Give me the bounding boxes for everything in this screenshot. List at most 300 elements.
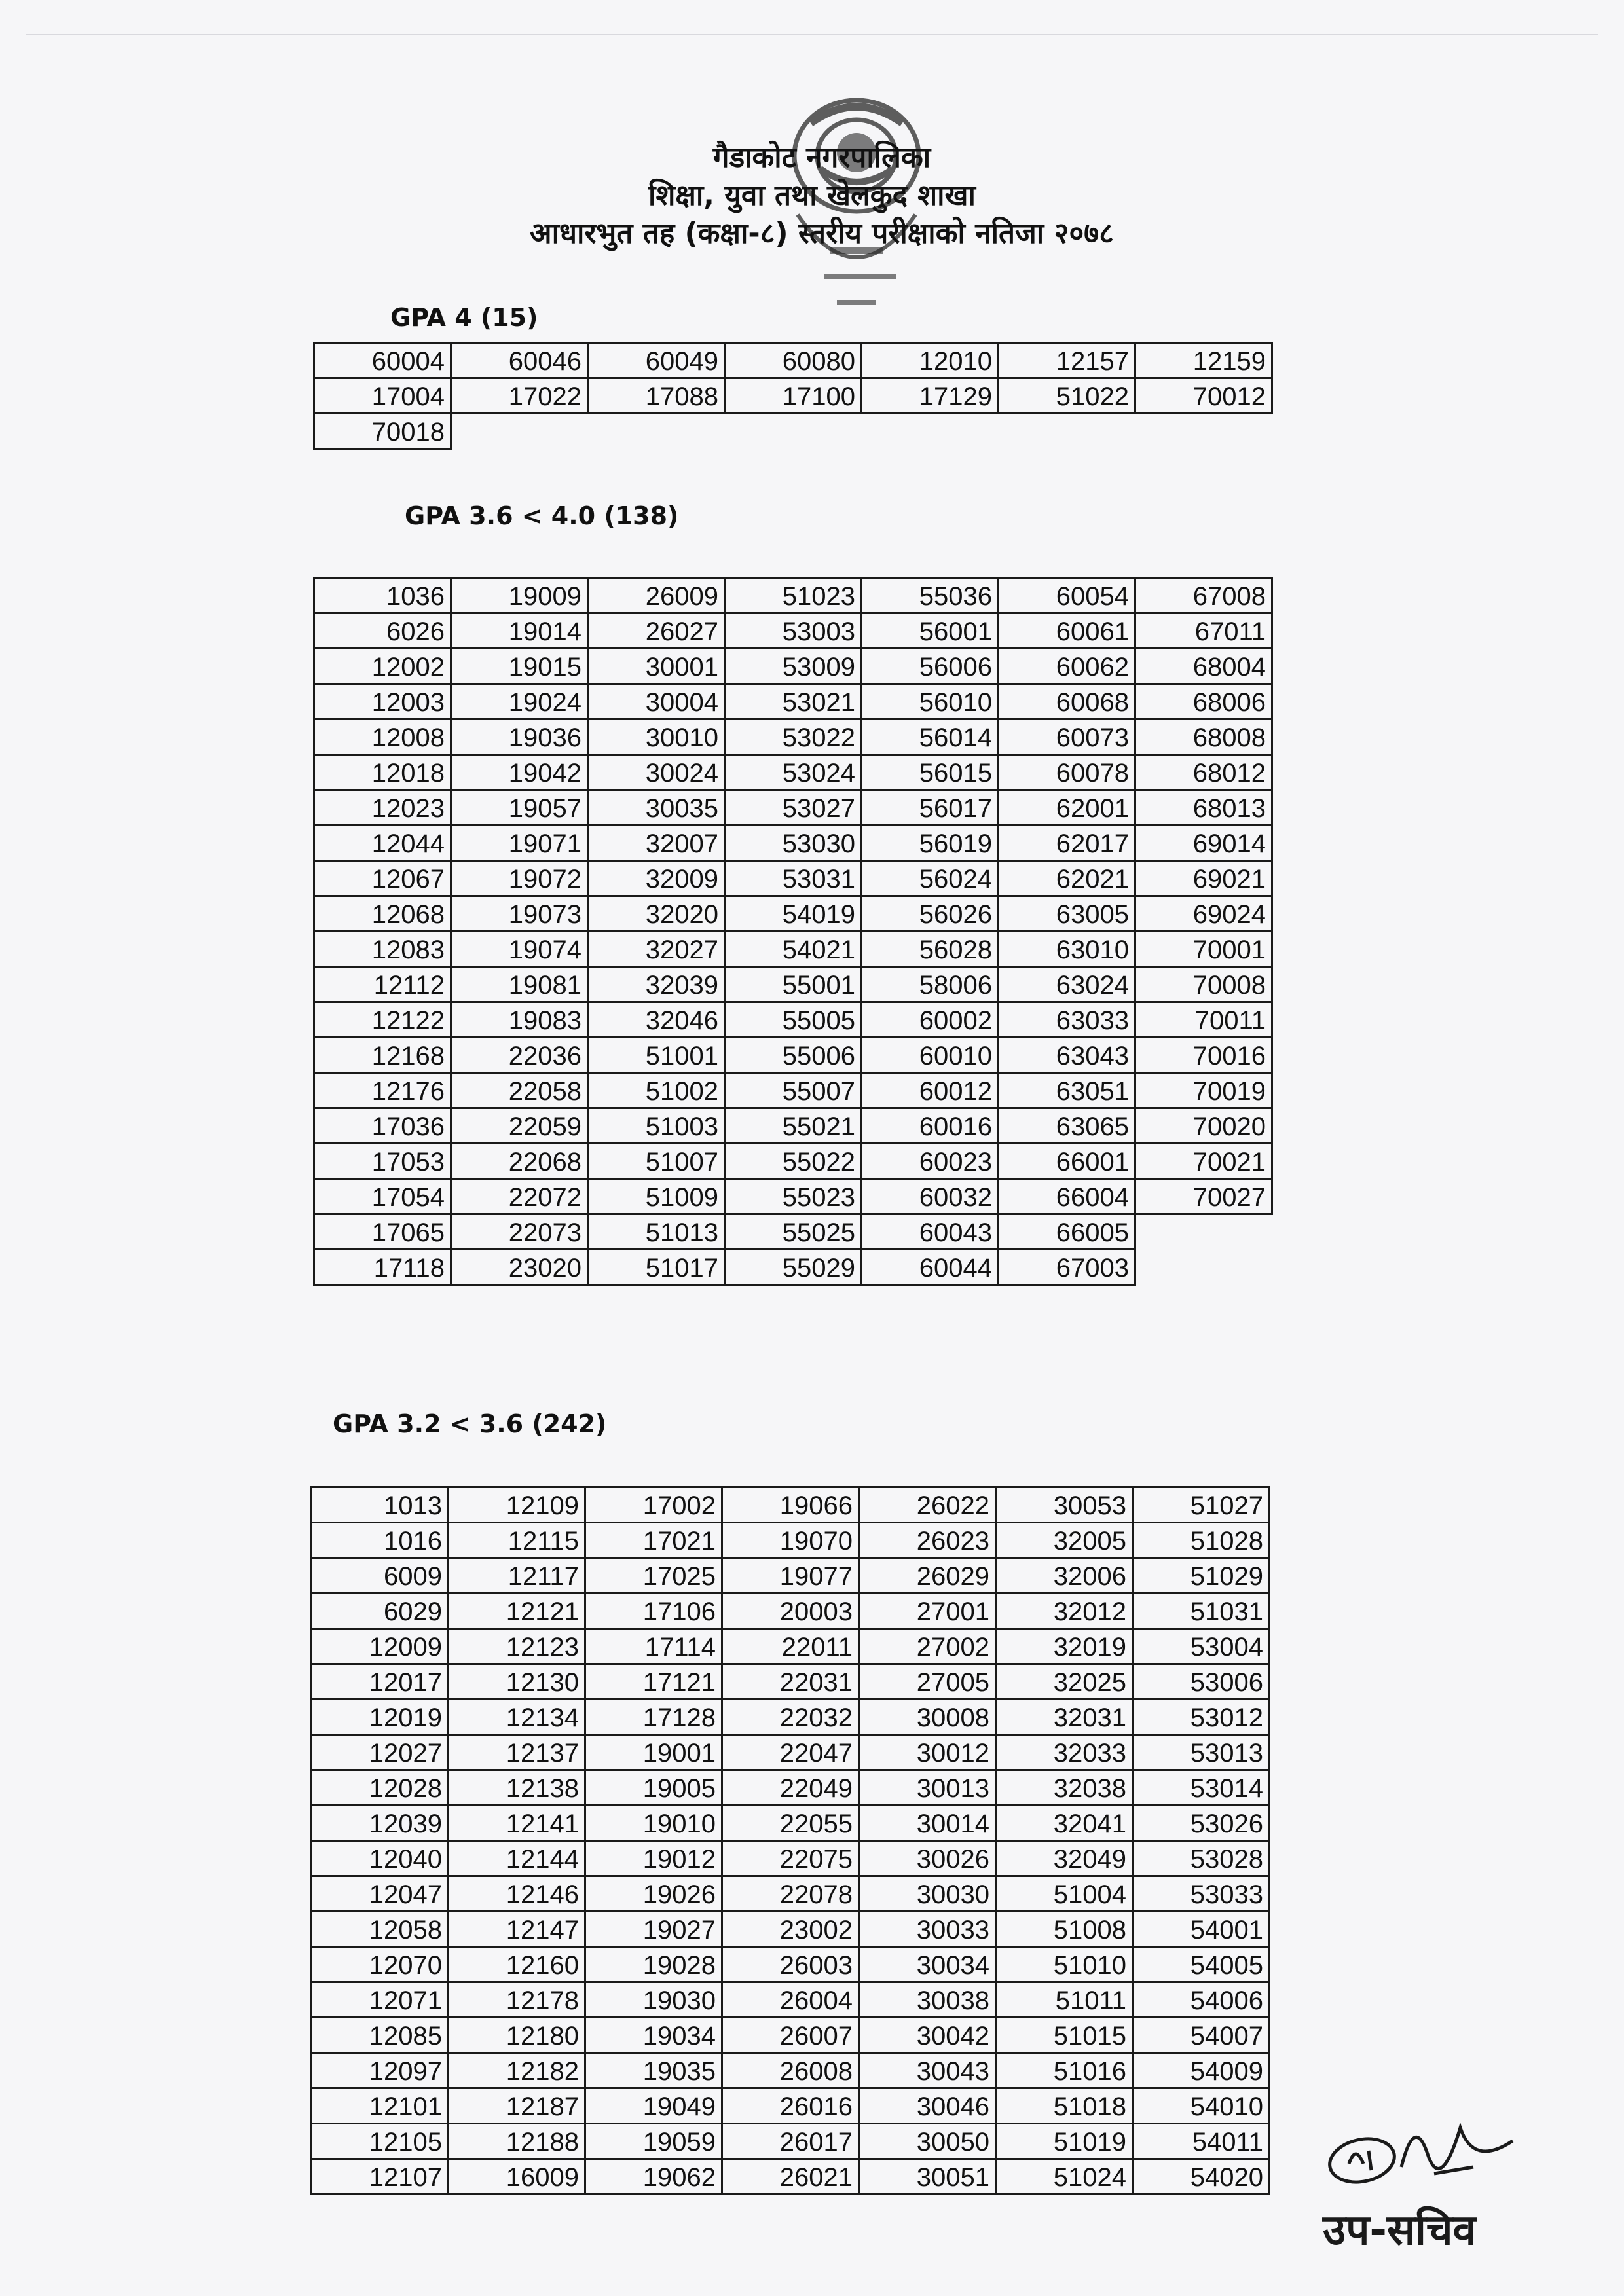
symbol-number-cell: 32041: [996, 1806, 1133, 1841]
symbol-number-cell: 55007: [725, 1073, 862, 1108]
symbol-number-cell: 17054: [314, 1179, 451, 1214]
table-row: [312, 1876, 1270, 1912]
symbol-number-cell: 53004: [1133, 1629, 1270, 1664]
symbol-number-cell: 12138: [449, 1770, 585, 1806]
symbol-number-cell: 17065: [314, 1214, 451, 1250]
symbol-number-cell: 12144: [449, 1841, 585, 1876]
symbol-number-cell: 63033: [999, 1002, 1135, 1038]
symbol-number-cell: 22073: [451, 1214, 588, 1250]
symbol-number-cell: 26017: [722, 2124, 859, 2159]
symbol-number-cell: 30038: [859, 1982, 996, 2018]
symbol-number-cell: 23020: [451, 1250, 588, 1285]
exam-result-title: आधारभुत तह (कक्षा-८) स्तरीय परीक्षाको नतिजा २०७८: [530, 217, 1114, 250]
symbol-number-cell: 53031: [725, 861, 862, 896]
symbol-number-cell: 51019: [996, 2124, 1133, 2159]
symbol-number-cell: 12039: [312, 1806, 449, 1841]
table-row: [314, 967, 1272, 1002]
symbol-number-cell: 53013: [1133, 1735, 1270, 1770]
symbol-number-cell: 55029: [725, 1250, 862, 1285]
symbol-number-cell: 51016: [996, 2053, 1133, 2088]
symbol-number-cell: 19066: [722, 1487, 859, 1523]
symbol-number-cell: 66001: [999, 1144, 1135, 1179]
symbol-number-cell: 54020: [1133, 2159, 1270, 2195]
symbol-number-cell: 12067: [314, 861, 451, 896]
symbol-number-cell: 30050: [859, 2124, 996, 2159]
symbol-number-cell: 67008: [1135, 578, 1272, 613]
symbol-number-cell: 62021: [999, 861, 1135, 896]
table-row: [314, 1250, 1272, 1285]
section-title-gpa-3-6: GPA 3.6 < 4.0 (138): [405, 501, 679, 530]
symbol-number-cell: 12017: [312, 1664, 449, 1700]
symbol-number-cell: 12028: [312, 1770, 449, 1806]
symbol-number-cell: 17021: [585, 1523, 722, 1558]
symbol-number-cell: 12071: [312, 1982, 449, 2018]
symbol-number-cell: 30043: [859, 2053, 996, 2088]
table-row: [314, 378, 1272, 414]
table-row: [312, 1982, 1270, 2018]
table-row: [314, 1144, 1272, 1179]
symbol-number-cell: 19042: [451, 755, 588, 790]
symbol-number-cell: 51017: [588, 1250, 725, 1285]
table-row: [312, 1629, 1270, 1664]
table-row: [312, 1594, 1270, 1629]
symbol-number-cell: 51024: [996, 2159, 1133, 2195]
symbol-number-cell: 67011: [1135, 613, 1272, 649]
symbol-number-cell: 19071: [451, 826, 588, 861]
symbol-number-cell: 53027: [725, 790, 862, 826]
symbol-number-cell: 12121: [449, 1594, 585, 1629]
symbol-number-cell: 68012: [1135, 755, 1272, 790]
symbol-number-cell: 70012: [1135, 378, 1272, 414]
symbol-number-cell: 55021: [725, 1108, 862, 1144]
symbol-number-cell: 12018: [314, 755, 451, 790]
table-row: [312, 1735, 1270, 1770]
symbol-number-cell: 60054: [999, 578, 1135, 613]
symbol-number-cell: 12137: [449, 1735, 585, 1770]
table-row: [314, 684, 1272, 720]
symbol-number-cell: 12097: [312, 2053, 449, 2088]
symbol-number-cell: 51022: [999, 378, 1135, 414]
symbol-number-cell: 69024: [1135, 896, 1272, 932]
symbol-number-cell: 70027: [1135, 1179, 1272, 1214]
symbol-number-cell: 63051: [999, 1073, 1135, 1108]
symbol-number-cell: 70011: [1135, 1002, 1272, 1038]
table-row: [314, 414, 1272, 449]
table-row: [314, 1214, 1272, 1250]
symbol-number-cell: 51015: [996, 2018, 1133, 2053]
symbol-number-cell: 32005: [996, 1523, 1133, 1558]
symbol-number-cell: 53021: [725, 684, 862, 720]
symbol-number-cell: 12182: [449, 2053, 585, 2088]
symbol-number-cell: 19014: [451, 613, 588, 649]
symbol-number-cell: 56010: [862, 684, 999, 720]
table-row: [312, 2088, 1270, 2124]
symbol-number-cell: 19077: [722, 1558, 859, 1594]
symbol-number-cell: 68008: [1135, 720, 1272, 755]
symbol-number-cell: 12176: [314, 1073, 451, 1108]
symbol-number-cell: 12058: [312, 1912, 449, 1947]
symbol-number-cell: 12085: [312, 2018, 449, 2053]
symbol-number-cell: 12044: [314, 826, 451, 861]
symbol-number-cell: 55001: [725, 967, 862, 1002]
symbol-number-cell: 62017: [999, 826, 1135, 861]
symbol-number-cell: 26016: [722, 2088, 859, 2124]
symbol-number-cell: 12130: [449, 1664, 585, 1700]
symbol-number-cell: 60044: [862, 1250, 999, 1285]
symbol-number-cell: 26027: [588, 613, 725, 649]
symbol-number-cell: 22031: [722, 1664, 859, 1700]
table-row: [314, 1108, 1272, 1144]
symbol-number-cell: 51028: [1133, 1523, 1270, 1558]
page-header: [0, 139, 1624, 253]
symbol-number-cell: 17036: [314, 1108, 451, 1144]
symbol-number-cell: 30024: [588, 755, 725, 790]
symbol-number-cell: 63024: [999, 967, 1135, 1002]
table-row: [314, 1038, 1272, 1073]
symbol-number-cell: 19028: [585, 1947, 722, 1982]
symbol-number-cell: 12178: [449, 1982, 585, 2018]
symbol-number-cell: 17118: [314, 1250, 451, 1285]
symbol-number-cell: 12002: [314, 649, 451, 684]
symbol-number-cell: 12008: [314, 720, 451, 755]
symbol-number-cell: 22047: [722, 1735, 859, 1770]
symbol-number-cell: 26004: [722, 1982, 859, 2018]
symbol-number-cell: 51003: [588, 1108, 725, 1144]
symbol-number-cell: 30035: [588, 790, 725, 826]
symbol-number-cell: 55036: [862, 578, 999, 613]
symbol-number-cell: 17114: [585, 1629, 722, 1664]
symbol-number-cell: 60062: [999, 649, 1135, 684]
symbol-number-cell: 17025: [585, 1558, 722, 1594]
symbol-number-cell: 19083: [451, 1002, 588, 1038]
symbol-number-cell: 32019: [996, 1629, 1133, 1664]
symbol-number-cell: 19030: [585, 1982, 722, 2018]
table-row: [314, 896, 1272, 932]
symbol-number-cell: 54019: [725, 896, 862, 932]
symbol-number-cell: 30014: [859, 1806, 996, 1841]
symbol-number-cell: 17129: [862, 378, 999, 414]
symbol-number-cell: 51023: [725, 578, 862, 613]
symbol-number-cell: 69014: [1135, 826, 1272, 861]
symbol-number-cell: 19070: [722, 1523, 859, 1558]
symbol-number-cell: 32007: [588, 826, 725, 861]
symbol-number-cell: 55006: [725, 1038, 862, 1073]
symbol-number-cell: 22036: [451, 1038, 588, 1073]
symbol-number-cell: 68006: [1135, 684, 1272, 720]
symbol-number-cell: 63043: [999, 1038, 1135, 1073]
symbol-number-cell: 53026: [1133, 1806, 1270, 1841]
symbol-number-cell: 17004: [314, 378, 451, 414]
symbol-number-cell: 60012: [862, 1073, 999, 1108]
symbol-number-cell: 1013: [312, 1487, 449, 1523]
symbol-number-cell: [451, 414, 588, 449]
table-row: [314, 932, 1272, 967]
table-row: [314, 343, 1272, 378]
symbol-number-cell: 60046: [451, 343, 588, 378]
symbol-number-cell: 26008: [722, 2053, 859, 2088]
symbol-number-cell: 12107: [312, 2159, 449, 2195]
table-row: [314, 613, 1272, 649]
symbol-number-cell: 12040: [312, 1841, 449, 1876]
symbol-number-cell: 1036: [314, 578, 451, 613]
table-row: [314, 1073, 1272, 1108]
symbol-number-cell: 51002: [588, 1073, 725, 1108]
symbol-number-cell: 60068: [999, 684, 1135, 720]
symbol-number-cell: 56019: [862, 826, 999, 861]
symbol-number-cell: 12115: [449, 1523, 585, 1558]
symbol-number-cell: 19062: [585, 2159, 722, 2195]
symbol-number-cell: 22049: [722, 1770, 859, 1806]
symbol-number-cell: 56017: [862, 790, 999, 826]
symbol-number-cell: 30010: [588, 720, 725, 755]
table-row: [312, 1770, 1270, 1806]
table-row: [312, 1700, 1270, 1735]
symbol-number-cell: 54005: [1133, 1947, 1270, 1982]
symbol-number-cell: 12047: [312, 1876, 449, 1912]
symbol-number-cell: 70001: [1135, 932, 1272, 967]
symbol-number-cell: 60004: [314, 343, 451, 378]
symbol-number-cell: 16009: [449, 2159, 585, 2195]
symbol-number-cell: [725, 414, 862, 449]
symbol-number-cell: 19081: [451, 967, 588, 1002]
symbol-number-cell: 19026: [585, 1876, 722, 1912]
symbol-number-cell: 19012: [585, 1841, 722, 1876]
symbol-number-cell: 51027: [1133, 1487, 1270, 1523]
symbol-number-cell: 70018: [314, 414, 451, 449]
symbol-number-cell: 22078: [722, 1876, 859, 1912]
symbol-number-cell: 51031: [1133, 1594, 1270, 1629]
symbol-number-cell: 12027: [312, 1735, 449, 1770]
symbol-number-cell: 12141: [449, 1806, 585, 1841]
symbol-number-cell: 12160: [449, 1947, 585, 1982]
symbol-number-cell: 19057: [451, 790, 588, 826]
symbol-number-cell: [1135, 414, 1272, 449]
symbol-number-cell: 32046: [588, 1002, 725, 1038]
symbol-number-cell: 32031: [996, 1700, 1133, 1735]
symbol-number-cell: 12188: [449, 2124, 585, 2159]
symbol-number-cell: 53022: [725, 720, 862, 755]
symbol-number-cell: 12003: [314, 684, 451, 720]
symbol-number-cell: 12109: [449, 1487, 585, 1523]
table-row: [312, 1664, 1270, 1700]
symbol-number-cell: 32038: [996, 1770, 1133, 1806]
symbol-number-cell: 70021: [1135, 1144, 1272, 1179]
symbol-number-cell: 12019: [312, 1700, 449, 1735]
table-row: [312, 1947, 1270, 1982]
symbol-number-cell: 17088: [588, 378, 725, 414]
symbol-number-cell: 23002: [722, 1912, 859, 1947]
symbol-number-cell: 32027: [588, 932, 725, 967]
symbol-number-cell: 17002: [585, 1487, 722, 1523]
symbol-number-cell: 68004: [1135, 649, 1272, 684]
symbol-number-cell: 55023: [725, 1179, 862, 1214]
symbol-number-cell: 17100: [725, 378, 862, 414]
symbol-number-cell: 26029: [859, 1558, 996, 1594]
symbol-number-cell: 19072: [451, 861, 588, 896]
symbol-number-cell: 55022: [725, 1144, 862, 1179]
symbol-number-cell: 66004: [999, 1179, 1135, 1214]
symbol-number-cell: 51013: [588, 1214, 725, 1250]
symbol-number-cell: 12146: [449, 1876, 585, 1912]
symbol-number-cell: 19036: [451, 720, 588, 755]
symbol-number-cell: 1016: [312, 1523, 449, 1558]
symbol-number-cell: 12187: [449, 2088, 585, 2124]
symbol-number-cell: 60002: [862, 1002, 999, 1038]
symbol-number-cell: 54007: [1133, 2018, 1270, 2053]
symbol-number-cell: 12010: [862, 343, 999, 378]
symbol-number-cell: 17106: [585, 1594, 722, 1629]
symbol-number-cell: 30051: [859, 2159, 996, 2195]
table-row: [312, 1806, 1270, 1841]
symbol-number-cell: 30030: [859, 1876, 996, 1912]
symbol-number-cell: 30004: [588, 684, 725, 720]
symbol-number-cell: 12123: [449, 1629, 585, 1664]
symbol-number-cell: 12157: [999, 343, 1135, 378]
symbol-number-cell: 70016: [1135, 1038, 1272, 1073]
symbol-number-cell: 55005: [725, 1002, 862, 1038]
symbol-number-cell: 51001: [588, 1038, 725, 1073]
symbol-number-cell: 32012: [996, 1594, 1133, 1629]
signatory-title: उप-सचिव: [1323, 2206, 1477, 2255]
section-title-gpa-3-2: GPA 3.2 < 3.6 (242): [333, 1410, 607, 1438]
symbol-number-cell: 56006: [862, 649, 999, 684]
symbol-number-cell: 60078: [999, 755, 1135, 790]
symbol-number-cell: 26021: [722, 2159, 859, 2195]
symbol-number-cell: 19034: [585, 2018, 722, 2053]
symbol-number-cell: 54001: [1133, 1912, 1270, 1947]
results-table-gpa-3-6: [313, 577, 1273, 1286]
symbol-number-cell: 32025: [996, 1664, 1133, 1700]
table-row: [312, 1841, 1270, 1876]
symbol-number-cell: 12101: [312, 2088, 449, 2124]
symbol-number-cell: 32033: [996, 1735, 1133, 1770]
symbol-number-cell: 60080: [725, 343, 862, 378]
symbol-number-cell: 19073: [451, 896, 588, 932]
table-row: [312, 2159, 1270, 2195]
symbol-number-cell: 26009: [588, 578, 725, 613]
symbol-number-cell: 54009: [1133, 2053, 1270, 2088]
symbol-number-cell: 30053: [996, 1487, 1133, 1523]
symbol-number-cell: 66005: [999, 1214, 1135, 1250]
table-row: [312, 1487, 1270, 1523]
symbol-number-cell: 51004: [996, 1876, 1133, 1912]
symbol-number-cell: 27001: [859, 1594, 996, 1629]
symbol-number-cell: 53003: [725, 613, 862, 649]
symbol-number-cell: 63005: [999, 896, 1135, 932]
symbol-number-cell: 22075: [722, 1841, 859, 1876]
symbol-number-cell: 19027: [585, 1912, 722, 1947]
symbol-number-cell: 60016: [862, 1108, 999, 1144]
table-row: [314, 578, 1272, 613]
table-row: [312, 2124, 1270, 2159]
symbol-number-cell: 12068: [314, 896, 451, 932]
table-row: [314, 755, 1272, 790]
symbol-number-cell: 12112: [314, 967, 451, 1002]
symbol-number-cell: 60073: [999, 720, 1135, 755]
symbol-number-cell: [588, 414, 725, 449]
table-row: [314, 1002, 1272, 1038]
symbol-number-cell: 19010: [585, 1806, 722, 1841]
symbol-number-cell: 70020: [1135, 1108, 1272, 1144]
symbol-number-cell: 22059: [451, 1108, 588, 1144]
results-table-gpa-3-2: [310, 1486, 1270, 2195]
symbol-number-cell: 26022: [859, 1487, 996, 1523]
symbol-number-cell: 62001: [999, 790, 1135, 826]
symbol-number-cell: 19035: [585, 2053, 722, 2088]
symbol-number-cell: 51029: [1133, 1558, 1270, 1594]
symbol-number-cell: 22058: [451, 1073, 588, 1108]
symbol-number-cell: [999, 414, 1135, 449]
symbol-number-cell: 60049: [588, 343, 725, 378]
symbol-number-cell: 12159: [1135, 343, 1272, 378]
symbol-number-cell: 53009: [725, 649, 862, 684]
symbol-number-cell: 53024: [725, 755, 862, 790]
symbol-number-cell: 53012: [1133, 1700, 1270, 1735]
symbol-number-cell: 26007: [722, 2018, 859, 2053]
symbol-number-cell: [862, 414, 999, 449]
symbol-number-cell: 22011: [722, 1629, 859, 1664]
symbol-number-cell: 19059: [585, 2124, 722, 2159]
results-table-gpa-4: [313, 342, 1273, 450]
symbol-number-cell: 27002: [859, 1629, 996, 1664]
table-row: [314, 861, 1272, 896]
symbol-number-cell: 56015: [862, 755, 999, 790]
symbol-number-cell: 55025: [725, 1214, 862, 1250]
symbol-number-cell: 51007: [588, 1144, 725, 1179]
symbol-number-cell: 70008: [1135, 967, 1272, 1002]
symbol-number-cell: 12105: [312, 2124, 449, 2159]
symbol-number-cell: 19049: [585, 2088, 722, 2124]
symbol-number-cell: 63010: [999, 932, 1135, 967]
symbol-number-cell: 19024: [451, 684, 588, 720]
symbol-number-cell: 63065: [999, 1108, 1135, 1144]
table-row: [314, 720, 1272, 755]
symbol-number-cell: 19074: [451, 932, 588, 967]
symbol-number-cell: 53006: [1133, 1664, 1270, 1700]
symbol-number-cell: 53033: [1133, 1876, 1270, 1912]
symbol-number-cell: 58006: [862, 967, 999, 1002]
section-title-gpa-4: GPA 4 (15): [390, 303, 538, 332]
symbol-number-cell: 30034: [859, 1947, 996, 1982]
table-row: [312, 2018, 1270, 2053]
symbol-number-cell: 60061: [999, 613, 1135, 649]
symbol-number-cell: 51010: [996, 1947, 1133, 1982]
symbol-number-cell: 6026: [314, 613, 451, 649]
table-row: [312, 2053, 1270, 2088]
department-title: शिक्षा, युवा तथा खेलकुद शाखा: [648, 179, 976, 212]
symbol-number-cell: 22072: [451, 1179, 588, 1214]
symbol-number-cell: 19005: [585, 1770, 722, 1806]
symbol-number-cell: 12023: [314, 790, 451, 826]
symbol-number-cell: 53028: [1133, 1841, 1270, 1876]
municipality-title: गैडाकोट नगरपालिका: [712, 141, 931, 174]
symbol-number-cell: 12117: [449, 1558, 585, 1594]
symbol-number-cell: 17128: [585, 1700, 722, 1735]
symbol-number-cell: 30033: [859, 1912, 996, 1947]
symbol-number-cell: 54006: [1133, 1982, 1270, 2018]
symbol-number-cell: 56014: [862, 720, 999, 755]
symbol-number-cell: 32006: [996, 1558, 1133, 1594]
symbol-number-cell: 22068: [451, 1144, 588, 1179]
symbol-number-cell: 67003: [999, 1250, 1135, 1285]
symbol-number-cell: 32020: [588, 896, 725, 932]
symbol-number-cell: 32049: [996, 1841, 1133, 1876]
symbol-number-cell: 12168: [314, 1038, 451, 1073]
table-row: [314, 649, 1272, 684]
symbol-number-cell: 60032: [862, 1179, 999, 1214]
symbol-number-cell: 60023: [862, 1144, 999, 1179]
table-row: [314, 1179, 1272, 1214]
